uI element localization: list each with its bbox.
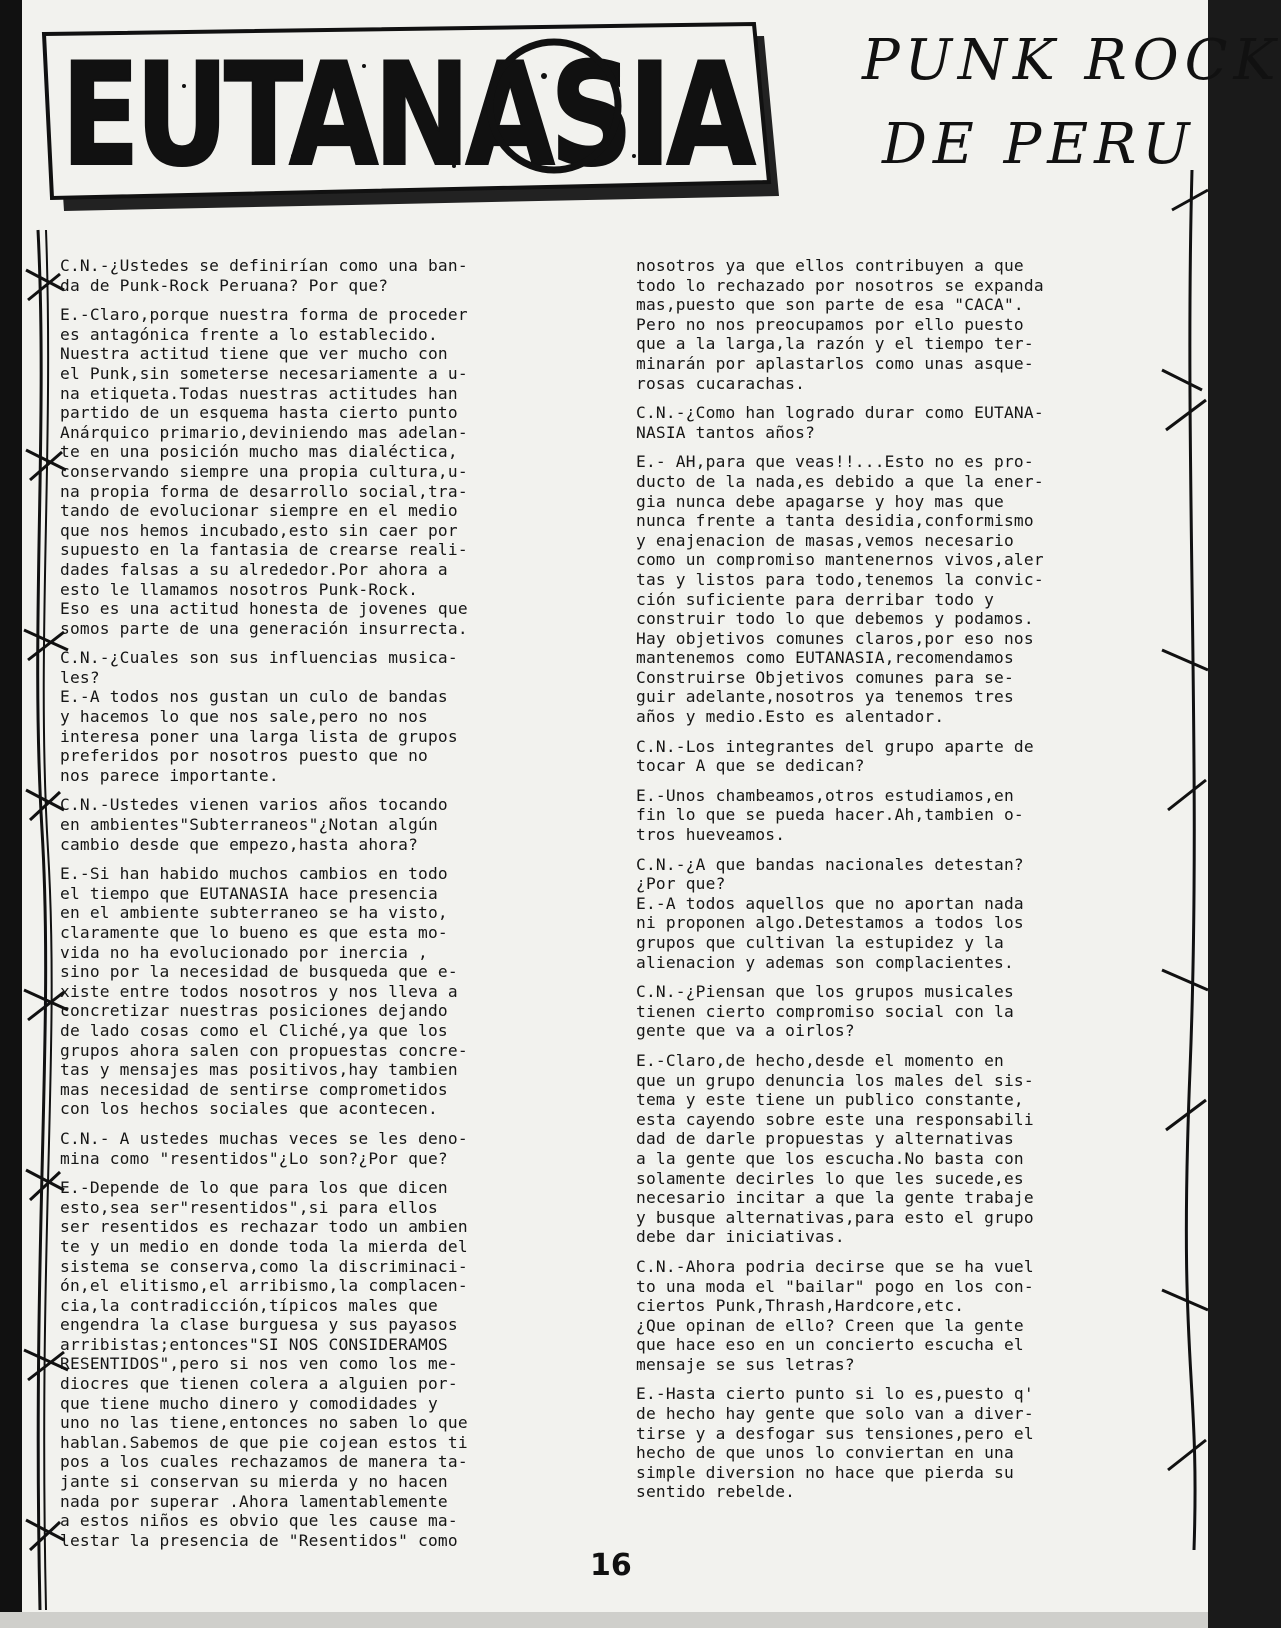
interview-paragraph: C.N.-¿A que bandas nacionales detestan? ¿Por que? E.-A todos aquellos que no aportan nada ni proponen algo.Detestamos a todos los grupos que cultivan la estupidez y la alienacion y ademas son complacientes. (636, 854, 1024, 972)
interview-paragraph: C.N.-Ustedes vienen varios años tocando en ambientes"Subterraneos"¿Notan algún cambio desde que empezo,hasta ahora? (60, 795, 448, 854)
interview-paragraph: nosotros ya que ellos contribuyen a que todo lo rechazado por nosotros se expanda mas,puesto que son parte de esa "CACA". Pero no nos preocupamos por ello puesto que a la larga,la razón y el tiempo ter- minarán por aplastarlos como unas asque- rosas cucarachas. (636, 256, 1044, 393)
interview-paragraph: E.-Claro,de hecho,desde el momento en que un grupo denuncia los males del sis- tema y este tiene un publico constante, esta cayendo sobre este una responsabili dad de darle propuestas y alternativas a la gente que los escucha.No basta con solamente decirles lo que les sucede,es necesario incitar a que la gente trabaje y busque alternativas,para esto el grupo debe dar iniciativas. (636, 1050, 1034, 1247)
logo-text: EUTANASIA (61, 33, 756, 198)
interview-paragraph: E.-Hasta cierto punto si lo es,puesto q' de hecho hay gente que solo van a diver- tirse y a desfogar sus tensiones,pero el hecho de que unos lo conviertan en una simple diversion no hace que pierda su sentido rebelde. (636, 1384, 1034, 1502)
interview-paragraph: C.N.-¿Cuales son sus influencias musica- les? E.-A todos nos gustan un culo de bandas y hacemos lo que nos sale,pero no nos interesa poner una larga lista de grupos preferidos por nosotros puesto que no nos parece importante. (60, 648, 458, 785)
binding-edge (0, 0, 22, 1628)
interview-paragraph: E.-Claro,porque nuestra forma de proceder es antagónica frente a lo establecido. Nuestra actitud tiene que ver mucho con el Punk,sin someterse necesariamente a u- na etiqueta.Todas nuestras actitudes han partido de un esquema hasta cierto punto Anárquico primario,deviniendo mas adelan- te en una posición mucho mas dialéctica, conservando siempre una propia cultura,u- na propia forma de desarrollo social,tra- tando de evolucionar siempre en el medio que nos hemos incubado,esto sin caer por supuesto en la fantasia de crearse reali- dades falsas a su alrededor.Por ahora a esto le llamamos nosotros Punk-Rock. Eso es una actitud honesta de jovenes que somos parte de una generación insurrecta. (60, 305, 468, 638)
interview-paragraph: C.N.- A ustedes muchas veces se les deno- mina como "resentidos"¿Lo son?¿Por que? (60, 1128, 468, 1168)
interview-paragraph: C.N.-¿Piensan que los grupos musicales tienen cierto compromiso social con la gente que va a oirlos? (636, 982, 1014, 1041)
interview-paragraph: E.-Depende de lo que para los que dicen esto,sea ser"resentidos",si para ellos ser resentidos es rechazar todo un ambien te y un medio en donde toda la mierda del sistema se conserva,como la discriminaci- ón,el elitismo,el arribismo,la complacen- cia,la contradicción,típicos males que engendra la clase burguesa y sus payasos arribistas;entonces"SI NOS CONSIDERAMOS RESENTIDOS",pero si nos ven como los me- diocres que tienen colera a alguien por- que tiene mucho dinero y comodidades y uno no las tiene,entonces no saben lo que hablan.Sabemos de que pie cojean estos ti pos a los cuales rechazamos de manera ta- jante si conservan su mierda y no hacen nada por superar .Ahora lamentablemente a estos niños es obvio que les cause ma- lestar la presencia de "Resentidos" como (60, 1178, 468, 1550)
handwritten-headline (842, 28, 1281, 208)
interview-column-right (636, 256, 1196, 1512)
band-logo (34, 6, 794, 228)
interview-paragraph: E.-Unos chambeamos,otros estudiamos,en fin lo que se pueda hacer.Ah,tambien o- tros hueveamos. (636, 785, 1024, 845)
headline-line-2: DE PERU (882, 112, 1196, 177)
interview-paragraph: C.N.-¿Ustedes se definirían como una ban- da de Punk-Rock Peruana? Por que? (60, 256, 468, 295)
interview-paragraph: E.- AH,para que veas!!...Esto no es pro- ducto de la nada,es debido a que la ener- gia nunca debe apagarse y hoy mas que nunca frente a tanta desidia,conformismo y enajenacion de masas,vemos necesario como un compromiso mantenernos vivos,aler tas y listos para todo,tenemos la convic- ción suficiente para derribar todo y construir todo lo que debemos y podamos. Hay objetivos comunes claros,por eso nos mantenemos como EUTANASIA,recomendamos Construirse Objetivos comunes para se- guir adelante,nosotros ya tenemos tres años y medio.Esto es alentador. (636, 452, 1044, 727)
interview-paragraph: C.N.-¿Como han logrado durar como EUTANA- NASIA tantos años? (636, 403, 1044, 442)
interview-column-left (60, 256, 615, 1560)
page-bottom-edge (0, 1612, 1208, 1628)
page-number: 16 (590, 1548, 632, 1583)
interview-paragraph: C.N.-Ahora podria decirse que se ha vuel to una moda el "bailar" pogo en los con- ciertos Punk,Thrash,Hardcore,etc. ¿Que opinan de ello? Creen que la gente que hace eso en un concierto escucha el mensaje se sus letras? (636, 1256, 1034, 1374)
zine-page (22, 0, 1281, 1612)
interview-paragraph: C.N.-Los integrantes del grupo aparte de tocar A que se dedican? (636, 736, 1034, 776)
interview-paragraph: E.-Si han habido muchos cambios en todo el tiempo que EUTANASIA hace presencia en el ambiente subterraneo se ha visto, claramente que lo bueno es que esta mo- vida no ha evolucionado por inercia , sino por la necesidad de busqueda que e- xiste entre todos nosotros y nos lleva a concretizar nuestras posiciones dejando de lado cosas como el Cliché,ya que los grupos ahora salen con propuestas concre- tas y mensajes mas positivos,hay tambien mas necesidad de sentirse comprometidos con los hechos sociales que acontecen. (60, 864, 468, 1119)
headline-line-1: PUNK ROCK (862, 28, 1281, 93)
